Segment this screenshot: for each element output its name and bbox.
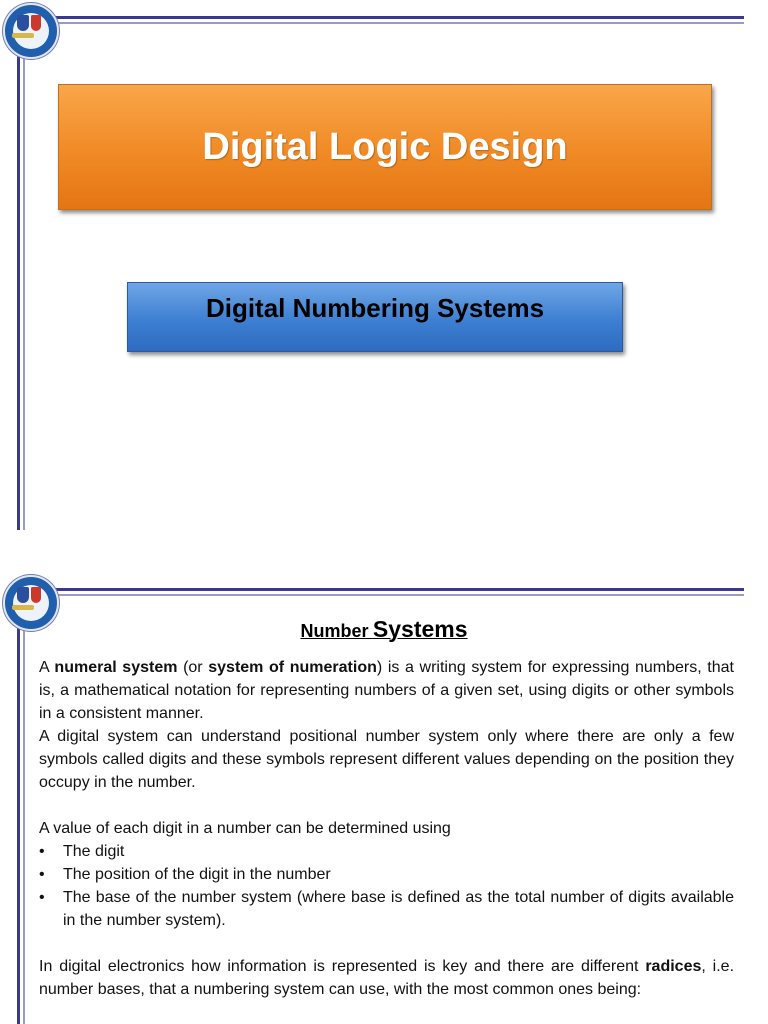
title-banner [58,84,712,210]
bold-term: numeral system [54,659,178,676]
top-frame-line-secondary [30,594,744,596]
slide-subtitle: Digital Numbering Systems [205,292,545,323]
list-item: • The position of the digit in the number [63,863,734,886]
text-run: (or [177,659,209,676]
left-frame-line [17,602,20,1024]
bullet-list [39,840,734,932]
top-frame-line [30,588,744,591]
text-run: In digital electronics how information is represented is key and there are different [39,958,646,975]
bold-term: radices [645,958,702,975]
top-frame-line-secondary [30,22,744,24]
bold-term: system of numeration [208,659,377,676]
content-slide [0,572,768,1024]
list-item: • The digit [63,840,734,863]
slide-heading: Number Systems [300,616,468,642]
list-item: • The base of the number system (where base is defined as the total number of digits available in the number system). [63,886,734,932]
top-frame-line [30,16,744,19]
left-frame-line [17,30,20,530]
slide-title: Digital Logic Design [202,125,568,168]
paragraph [39,955,734,1001]
text-run: ) is a writing system for expressing numbers, that is, a mathematical notation for representing numbers of a given set, using digits or other symbols in a consistent manner. [39,659,734,722]
paragraph: A value of each digit in a number can be determined using [39,820,451,837]
subtitle-banner [127,282,623,352]
paragraph: A digital system can understand positional number system only where there are only a few symbols called digits and these symbols represent different values depending on the position they occupy in the number. [39,728,734,791]
left-frame-line-secondary [23,602,25,1024]
college-logo-icon [3,3,59,59]
paragraph [39,656,734,725]
slide-body [39,656,734,1001]
text-run: , i.e. number bases, that a numbering system can use, with the most common ones being: [39,958,735,998]
text-run: A [39,659,55,676]
left-frame-line-secondary [23,30,25,530]
